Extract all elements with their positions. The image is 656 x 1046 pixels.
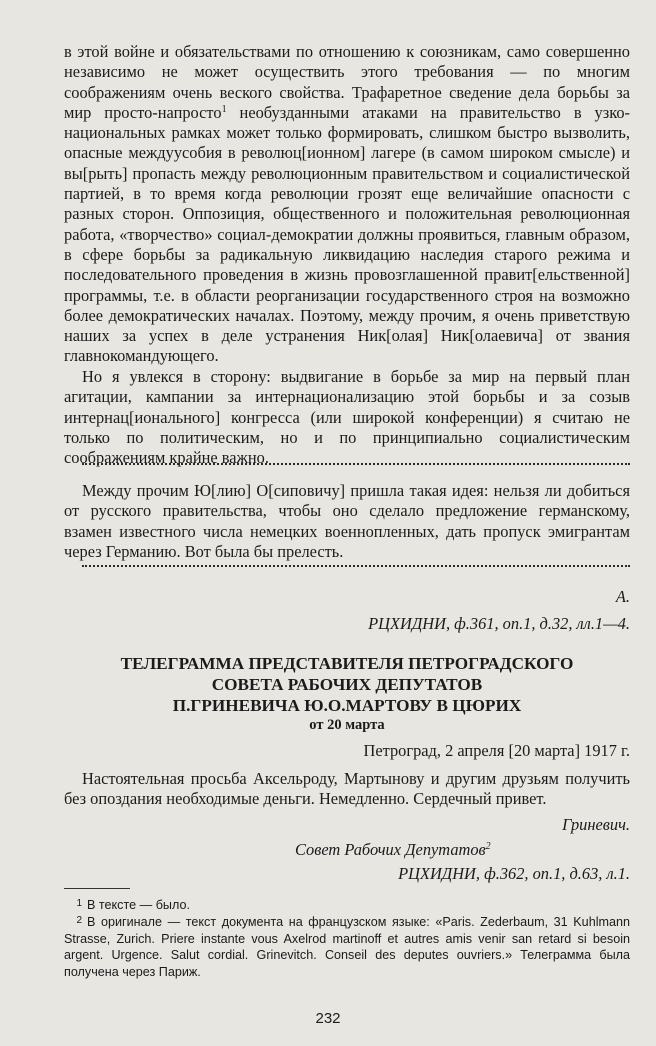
footnote-ref-1: 1 — [221, 103, 227, 115]
paragraph-1-text-cont: необузданными атаками на правительство в узко-национальных рамках может только формировать, слишком быстро вызволить, опасные междуусобия в революц[ионном] лагере (в самом широком смысле) и вы[рыть] пропасть между революционным правительством и социалистической партией, в то время когда революции грозят еще величайшие опасности с разных сторон. Оппозиция, общественного и положительная революционная работа, «творчество» социал-демократии должны проявиться, главным образом, в сфере борьбы за радикальную ликвидацию наследия старого режима и последовательного проведения в жизнь провозглашенной правит[ельственной] программы, т.е. в области реорганизации государственного строя на возможно более демократических началах. Поэтому, между прочим, я очень приветствую наших за успех в деле устранения Ник[олая] Ник[олаевича] от звания главнокомандующего. — [64, 102, 630, 366]
dateline: Петроград, 2 апреля [20 марта] 1917 г. — [363, 741, 630, 760]
archive-source-2: РЦХИДНИ, ф.362, оп.1, д.63, л.1. — [398, 864, 630, 883]
footnote-1 — [64, 896, 630, 914]
signature-a: А. — [615, 587, 630, 606]
footnote-separator — [64, 888, 130, 889]
footnote-2-text: В оригинале — текст документа на французском языке: «Paris. Zederbaum, 31 Kuhlmann Strasse, Zurich. Priere instante vous Axelrod martinoff et autres amis venir san retard si besoin argent. Urgence. Salut cordial. Grinevitch. Conseil des deputes ouvriers.» Телеграмма была получена через Париж. — [64, 915, 630, 979]
letter-paragraph-1 — [64, 42, 630, 367]
heading-line-2: СОВЕТА РАБОЧИХ ДЕПУТАТОВ — [211, 675, 483, 694]
footnote-ref-2: 2 — [485, 841, 491, 852]
footnote-1-text: В тексте — было. — [87, 898, 190, 912]
paragraph-1-text: в этой войне и обязательствами по отношению к союзникам, само совершенно независимо не может осуществить этого требования — по многим соображениям очень веского свойства. Трафаретное сведение дела борьбы за мир просто-напросто — [64, 42, 630, 122]
page-number: 232 — [315, 1010, 341, 1027]
council-text: Совет Рабочих Депутатов — [295, 840, 486, 859]
document-heading — [64, 653, 630, 734]
letter-paragraph-2 — [64, 367, 630, 468]
heading-date: от 20 марта — [309, 717, 385, 733]
heading-line-3: П.ГРИНЕВИЧА Ю.О.МАРТОВУ В ЦЮРИХ — [172, 696, 522, 715]
paragraph-2-text: Но я увлекся в сторону: выдвигание в борьбе за мир на первый план агитации, кампании за интернационализацию этой борьбы и за созыв интернац[ионального] конгресса (или широкой конференции) я считаю не только по политическим, но и по принципиально социалистическим соображениям крайне важно. — [64, 367, 630, 468]
telegram-text: Настоятельная просьба Аксельроду, Мартынову и другим друзьям получить без опоздания необходимые деньги. Немедленно. Сердечный привет. — [64, 769, 630, 809]
ellipsis-divider-2 — [82, 563, 630, 567]
council-line — [295, 840, 630, 860]
footnote-1-number: 1 — [76, 898, 82, 909]
footnote-2-number: 2 — [76, 915, 82, 926]
ellipsis-divider-1 — [82, 461, 630, 465]
letter-paragraph-3 — [64, 481, 630, 562]
footnote-2 — [64, 913, 630, 980]
archive-source-1: РЦХИДНИ, ф.361, оп.1, д.32, лл.1—4. — [368, 614, 630, 633]
paragraph-3-text: Между прочим Ю[лию] О[сиповичу] пришла такая идея: нельзя ли добиться от русского правительства, чтобы оно сделало предложение германскому, взамен известного числа немецких военнопленных, дать пропуск эмигрантам через Германию. Вот была бы прелесть. — [64, 481, 630, 561]
signature-grinevich: Гриневич. — [562, 815, 630, 834]
heading-line-1: ТЕЛЕГРАММА ПРЕДСТАВИТЕЛЯ ПЕТРОГРАДСКОГО — [120, 654, 574, 673]
